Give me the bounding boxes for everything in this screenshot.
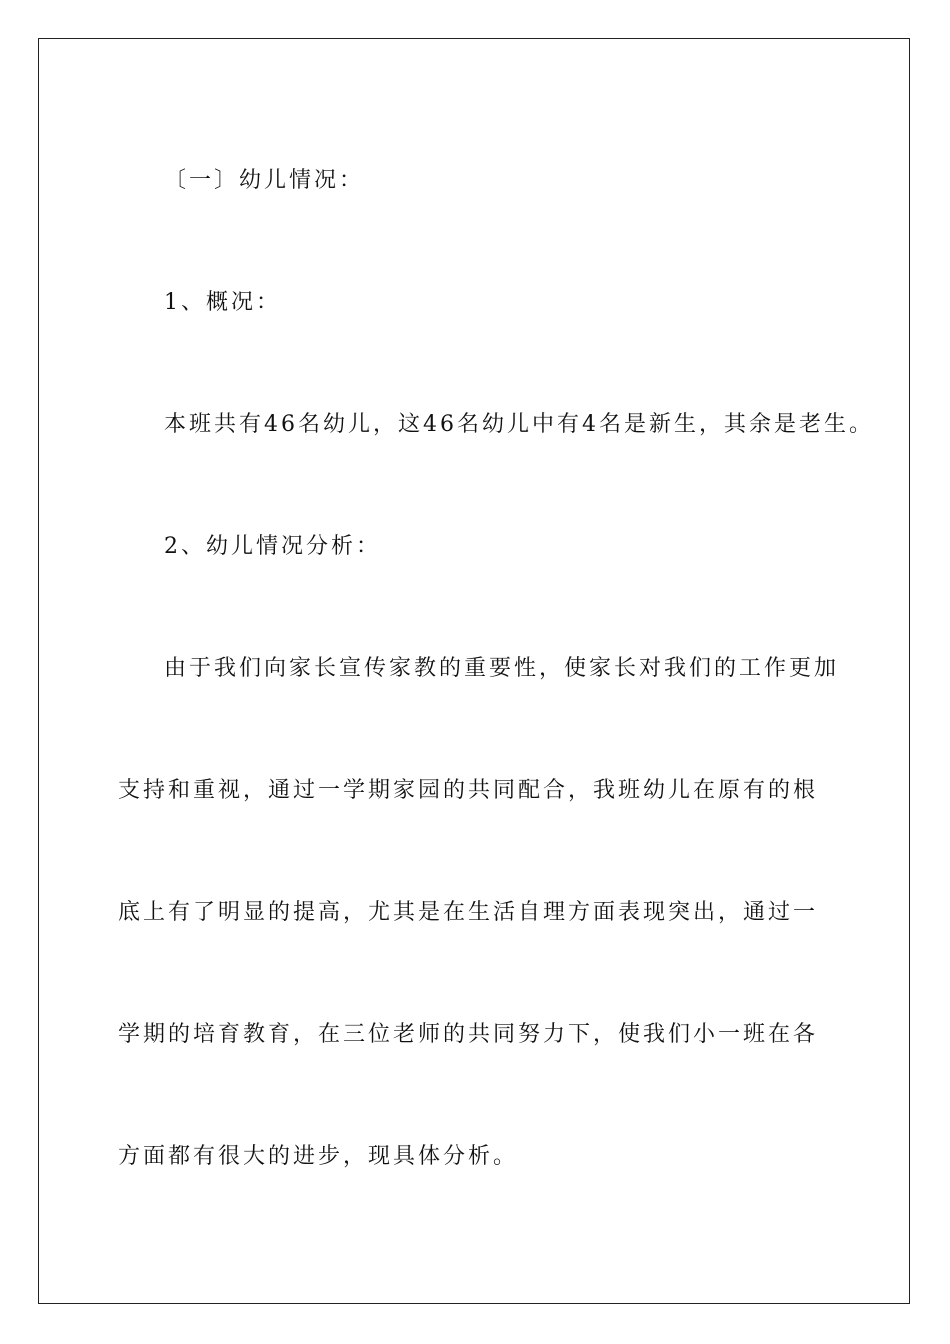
document-body xyxy=(118,120,874,1218)
overview-paragraph: 本班共有46名幼儿，这46名幼儿中有4名是新生，其余是老生。 xyxy=(164,412,874,437)
subheading-overview: 1、概况： xyxy=(164,290,281,315)
section-heading: 〔一〕幼儿情况： xyxy=(164,168,365,193)
subheading-analysis: 2、幼儿情况分析： xyxy=(164,534,381,559)
analysis-paragraph: 由于我们向家长宣传家教的重要性，使家长对我们的工作更加支持和重视，通过一学期家园的共同配合，我班幼儿在原有的根底上有了明显的提高，尤其是在生活自理方面表现突出，通过一学期的培育教育，在三位老师的共同努力下，使我们小一班在各方面都有很大的进步，现具体分析。 xyxy=(118,656,840,1169)
